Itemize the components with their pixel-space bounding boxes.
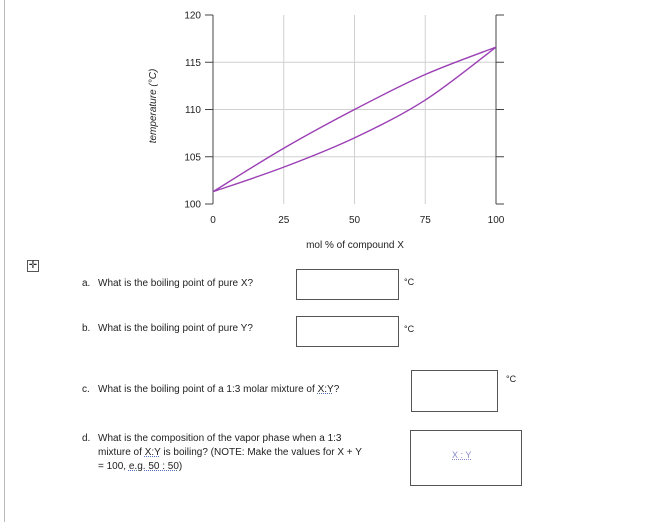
answer-c-input[interactable] (411, 370, 498, 412)
x-tick-label: 25 (278, 215, 290, 226)
question-d-line2: mixture of (98, 447, 145, 458)
y-tick-label: 120 (184, 10, 201, 22)
boiling-point-chart (0, 0, 656, 260)
question-a-letter: a. (82, 278, 91, 289)
question-b-letter: b. (82, 323, 91, 334)
question-d-link: X:Y (144, 447, 161, 458)
answer-d-placeholder: X : Y (452, 450, 472, 460)
unit-c-label: °C (506, 374, 517, 384)
x-tick-label: 50 (348, 215, 361, 226)
question-c-text-end: ? (333, 384, 340, 395)
question-a-text: What is the boiling point of pure X? (98, 278, 254, 289)
question-d-letter: d. (82, 433, 91, 444)
question-d-example: e.g. 50 : 50 (128, 461, 179, 472)
question-c (82, 383, 339, 397)
answer-b-input[interactable] (296, 316, 399, 347)
x-tick-label: 100 (487, 215, 505, 226)
question-c-link: X:Y (317, 384, 334, 395)
question-b-text: What is the boiling point of pure Y? (98, 323, 253, 334)
question-c-letter: c. (82, 384, 90, 395)
chart-ticks (184, 11, 504, 227)
question-d-line1: What is the composition of the vapor phase when a 1:3 (98, 433, 342, 444)
x-tick-label: 75 (419, 215, 431, 226)
question-d-line3: = 100, (98, 461, 129, 472)
answer-a-input[interactable] (296, 269, 399, 300)
x-axis-label: mol % of compound X (306, 240, 404, 251)
question-d-line2-end: is boiling? (NOTE: Make the values for X + Y (160, 447, 362, 458)
question-b (82, 322, 253, 336)
question-a (82, 277, 253, 291)
question-c-text: What is the boiling point of a 1:3 molar mixture of (98, 384, 318, 395)
y-axis-label: temperature (°C) (148, 68, 159, 144)
unit-a-label: °C (404, 277, 415, 287)
move-icon[interactable]: ✛ (28, 260, 38, 271)
y-tick-label: 105 (184, 152, 201, 164)
y-tick-label: 115 (185, 57, 201, 69)
question-d (82, 432, 362, 474)
question-d-line3-end: ) (178, 461, 183, 472)
y-tick-label: 110 (185, 105, 201, 116)
y-tick-label: 100 (184, 199, 201, 211)
unit-b-label: °C (404, 324, 415, 334)
x-tick-label: 0 (210, 215, 216, 226)
